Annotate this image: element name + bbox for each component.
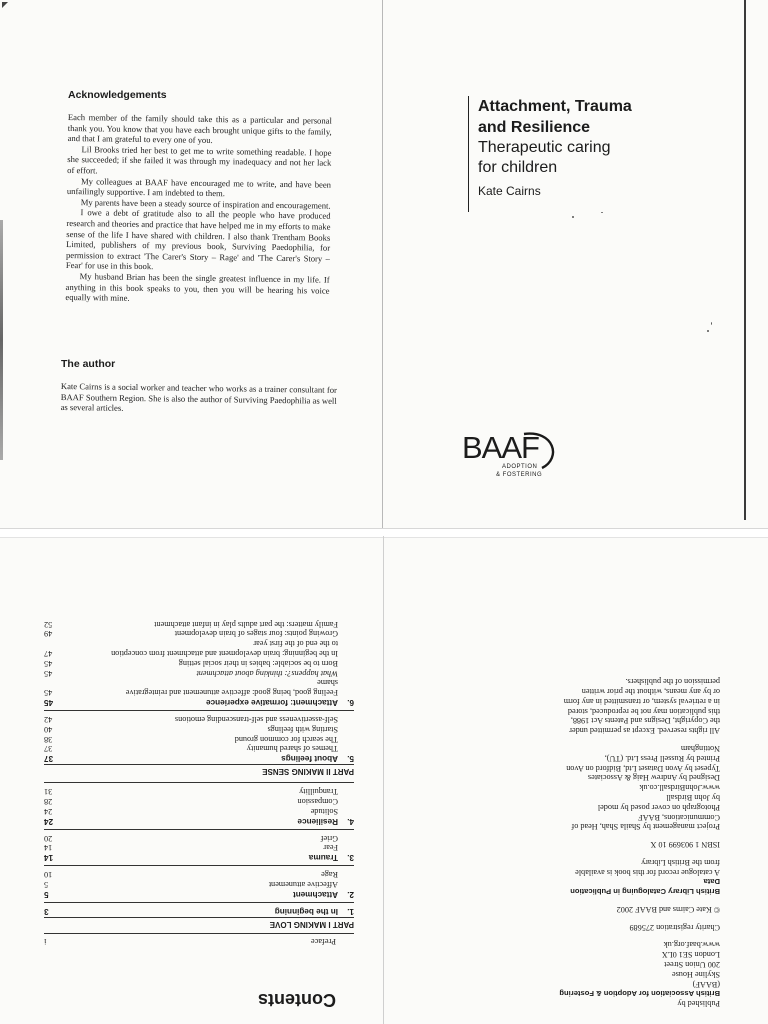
baaf-logo-sub-1: ADOPTION xyxy=(502,464,538,470)
imprint-rights-line: this publication may not be reproduced, stored xyxy=(567,706,720,716)
toc-section: What happens?: thinking about attachment 45 xyxy=(44,668,338,678)
toc-section: Compassion 28 xyxy=(44,797,338,807)
imprint-page xyxy=(394,556,720,1008)
toc-section: Starting with feelings 40 xyxy=(44,724,338,734)
imprint-credit-line: Designed by Andrew Haig & Associates xyxy=(587,773,720,783)
toc-section: The search for common ground 38 xyxy=(44,734,338,744)
toc-chapter-title: Resilience xyxy=(297,816,338,826)
imprint-charity: Charity registration 275689 xyxy=(629,922,720,932)
page-gap-divider xyxy=(0,528,768,538)
imprint-published-by: Published by xyxy=(677,999,720,1008)
spine-fold-top xyxy=(382,0,383,528)
title-rule xyxy=(468,96,469,212)
toc-page-number: 24 xyxy=(44,816,54,826)
imprint-address-line: 200 Union Street xyxy=(664,960,720,970)
toc-chapter-title: Attachment: formative experience xyxy=(206,698,338,708)
toc-part-title: PART II MAKING SENSE xyxy=(44,764,354,780)
imprint-rights-line: or by any means, without the prior written xyxy=(581,687,720,697)
author-bio xyxy=(61,381,337,417)
acknowledgements-body xyxy=(65,112,332,306)
toc-chapter-group xyxy=(44,616,354,708)
toc-section: Born to be sociable: babies in their social setting 45 xyxy=(44,658,338,668)
scan-corner-mark xyxy=(2,2,8,8)
page-edge-right xyxy=(744,0,746,520)
baaf-logo-text: BAAF xyxy=(462,430,539,465)
toc-preface-page: i xyxy=(44,937,47,946)
toc-chapter: 1.In the beginning 3 xyxy=(44,907,354,916)
acknowledgements-heading: Acknowledgements xyxy=(68,89,167,101)
imprint-cip-text: from the British Library xyxy=(641,858,720,868)
ack-paragraph: My parents have been a steady source of inspiration and encouragement. xyxy=(80,196,331,211)
imprint-cip-heading: Data xyxy=(703,877,720,887)
spine-fold-bottom xyxy=(383,536,384,1024)
imprint-rights-line: All rights reserved. Except as permitted under xyxy=(569,726,720,736)
imprint-credit-line: by John Birdsall xyxy=(666,793,720,803)
toc-chapter: 2.Attachment 5 xyxy=(44,890,354,899)
toc-section: In the beginning: brain development and attachment from conception to the end of the first year 47 xyxy=(44,639,338,659)
toc-page-number: 5 xyxy=(44,890,49,899)
book-subtitle-line-1: Therapeutic caring xyxy=(478,139,611,156)
toc-chapter-group xyxy=(44,865,354,900)
baaf-logo xyxy=(458,428,568,488)
toc-chapter-group xyxy=(44,710,354,764)
imprint-rights-line: the Copyright, Designs and Patents Act 1988, xyxy=(570,716,720,726)
imprint-credit-line: www.JohnBirdsall.co.uk xyxy=(639,783,720,793)
ack-paragraph: My colleagues at BAAF have encouraged me to write, and have been unfailingly supportive. I am indebted to them. xyxy=(66,175,332,199)
ack-paragraph: I owe a debt of gratitude also to all the people who have produced research and theories and practice that have helped me in my efforts to make sense of the life I have shared with children. I also thank Trentham Books Limited, publishers of my previous book, Surviving Paedophilia, for permission to extract 'The Carer's Story – Rage' and 'The Carer's Story – Fear' for use in this book. xyxy=(65,207,331,272)
toc-chapter: 3.Trauma 14 xyxy=(44,853,354,863)
contents-page xyxy=(44,550,354,1010)
toc-page-number: 3 xyxy=(44,907,49,916)
imprint-publisher: British Association for Adoption & Fostering xyxy=(559,989,720,999)
ack-paragraph: Lil Brooks tried her best to get me to write something readable. I hope she succeeded; if she failed it was through my inadequacy and not her lack of effort. xyxy=(67,143,332,176)
imprint-publisher-abbr: (BAAF) xyxy=(692,979,720,989)
toc-section: Affective attunement 5 xyxy=(44,880,338,889)
book-subtitle-line-2: for children xyxy=(478,159,558,176)
toc-section: Self-assertiveness and self-transcending emotions 42 xyxy=(44,715,338,725)
toc-page-number: 14 xyxy=(44,853,54,863)
page-edge-left xyxy=(0,220,3,460)
imprint-credit-line: Communications, BAAF xyxy=(638,812,720,822)
author-heading: The author xyxy=(61,358,116,370)
contents-title: Contents xyxy=(258,990,336,1010)
scan-speck xyxy=(707,330,709,332)
toc-chapter-title: Attachment xyxy=(292,890,338,899)
book-author: Kate Cairns xyxy=(478,184,541,198)
imprint-credit-line: Photograph on cover posed by model xyxy=(597,802,720,812)
toc-section: Grief 20 xyxy=(44,833,338,843)
toc-section: Feeling good, being good: affective attunement and reintegrative shame 45 xyxy=(44,678,338,698)
imprint-credit-line: Typeset by Avon Dataset Ltd, Bidford on Avon xyxy=(566,763,720,773)
imprint-website: www.baaf.org.uk xyxy=(663,940,720,950)
imprint-rights-line: in a retrieval system, or transmitted in any form xyxy=(563,696,720,706)
toc-part-title: PART I MAKING LOVE xyxy=(44,917,354,933)
imprint-cip-heading: British Library Cataloguing in Publication xyxy=(570,887,720,897)
toc-page-number: 37 xyxy=(44,754,54,764)
book-title-line-1: Attachment, Trauma xyxy=(478,98,632,115)
toc-page-number: 45 xyxy=(44,698,54,708)
scan-speck xyxy=(572,216,574,218)
toc-preface xyxy=(44,933,354,949)
imprint-copyright: © Kate Cairns and BAAF 2002 xyxy=(616,904,720,914)
ack-paragraph: My husband Brian has been the single greatest influence in my life. If anything in this book speaks to you, then you will be hearing his voice equally with mine. xyxy=(65,271,330,303)
imprint-credit-line: Project management by Shaila Shah, Head of xyxy=(571,822,720,832)
title-block xyxy=(478,96,718,198)
toc-chapter: 5.About feelings 37 xyxy=(44,754,354,764)
scan-speck xyxy=(711,322,712,325)
toc-section: Fear 14 xyxy=(44,843,338,853)
book-title-line-2: and Resilience xyxy=(478,119,591,136)
toc-chapter-group xyxy=(44,782,354,826)
imprint-rights-line: permission of the publishers. xyxy=(625,677,720,687)
toc-section: Themes of shared humanity 37 xyxy=(44,744,338,754)
toc-part-1 xyxy=(44,902,354,917)
toc-chapter: 6.Attachment: formative experience 45 xyxy=(44,698,354,708)
imprint-credit-line: Printed by Russell Press Ltd. (TU), xyxy=(604,753,720,763)
baaf-logo-sub-2: & FOSTERING xyxy=(496,472,543,478)
imprint-cip-text: A catalogue record for this book is available xyxy=(575,867,720,877)
toc-section: Growing points: four stages of brain development 49 xyxy=(44,629,338,639)
imprint-address-line: Skyline House xyxy=(672,969,720,979)
toc-chapter-title: Trauma xyxy=(308,853,338,863)
imprint-credit-line: Nottingham xyxy=(680,744,720,754)
toc-chapter: 4.Resilience 24 xyxy=(44,816,354,826)
author-bio-text: Kate Cairns is a social worker and teacher who works as a trainer consultant for BAAF Southern Region. She is also the author of Surviving Paedophilia as well as several articles. xyxy=(60,381,337,414)
toc-section: Family matters: the part adults play in infant attachment 52 xyxy=(44,619,338,629)
toc-chapter-group xyxy=(44,829,354,864)
toc-preface-label: Preface xyxy=(310,937,336,946)
scan-speck xyxy=(601,212,603,213)
toc-section: Rage 10 xyxy=(44,870,338,880)
toc-section: Tranquillity 31 xyxy=(44,787,338,797)
toc-chapter-title: In the beginning xyxy=(274,907,338,916)
imprint-address-line: London SE1 0LX xyxy=(661,950,720,960)
imprint-isbn: ISBN 1 903699 10 X xyxy=(650,840,720,850)
toc-section: Solitude 24 xyxy=(44,806,338,816)
ack-paragraph: Each member of the family should take this as a particular and personal thank you. You know that you have each brought unique gifts to the family, and that I am grateful to every one of you. xyxy=(67,112,332,146)
toc-chapter-title: About feelings xyxy=(281,754,338,764)
